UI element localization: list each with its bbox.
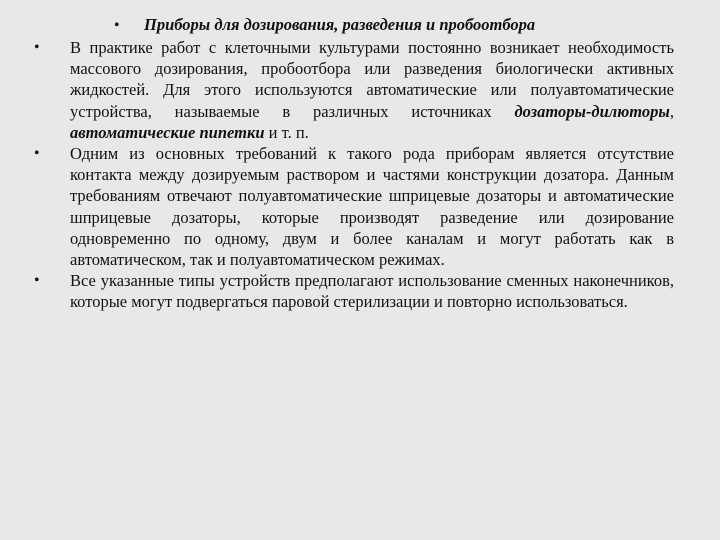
bullet-paragraph bbox=[70, 37, 674, 143]
bullet-item-2 bbox=[34, 143, 674, 270]
text-segment: Одним из основных требований к такого рода приборам является отсутствие контакта между дозируемым раствором и частями конструкции дозатора. Данным требованиям отвечают полуавтоматические шприцевые дозаторы и автоматические шприцевые дозаторы, которые производят разведение или дозирование одновременно по одному, двум и более каналам и могут работать как в автоматическом, так и полуавтоматическом режимах. bbox=[70, 144, 674, 270]
bullet-marker: • bbox=[34, 39, 40, 56]
text-segment: и т. п. bbox=[264, 122, 309, 142]
title-bullet: • bbox=[114, 17, 120, 34]
term-dosers-diluters: дозаторы-дилюторы bbox=[514, 101, 670, 121]
title-row bbox=[34, 14, 674, 35]
text-segment: , bbox=[669, 101, 674, 121]
term-automatic-pipettes: автоматические пипетки bbox=[70, 122, 265, 142]
bullet-paragraph bbox=[70, 270, 674, 312]
bullet-marker: • bbox=[34, 272, 40, 290]
text-segment: В практике работ с клеточными культурами постоянно возникает необходимость массового дозирования, пробоотбора или разведения биологически активных жидкостей. Для этого используются автоматические или полуавтоматические устройства, называемые в различных источниках bbox=[70, 38, 674, 121]
bullet-item-3 bbox=[34, 270, 674, 312]
bullet-paragraph bbox=[70, 143, 674, 270]
text-segment: Все указанные типы устройств предполагают использование сменных наконечников, которые могут подвергаться паровой стерилизации и повторно использоваться. bbox=[70, 271, 674, 312]
bullet-item-1 bbox=[34, 37, 674, 143]
slide-title: Приборы для дозирования, разведения и пробоотбора bbox=[144, 15, 536, 34]
bullet-list bbox=[34, 37, 674, 313]
bullet-marker: • bbox=[34, 145, 40, 163]
